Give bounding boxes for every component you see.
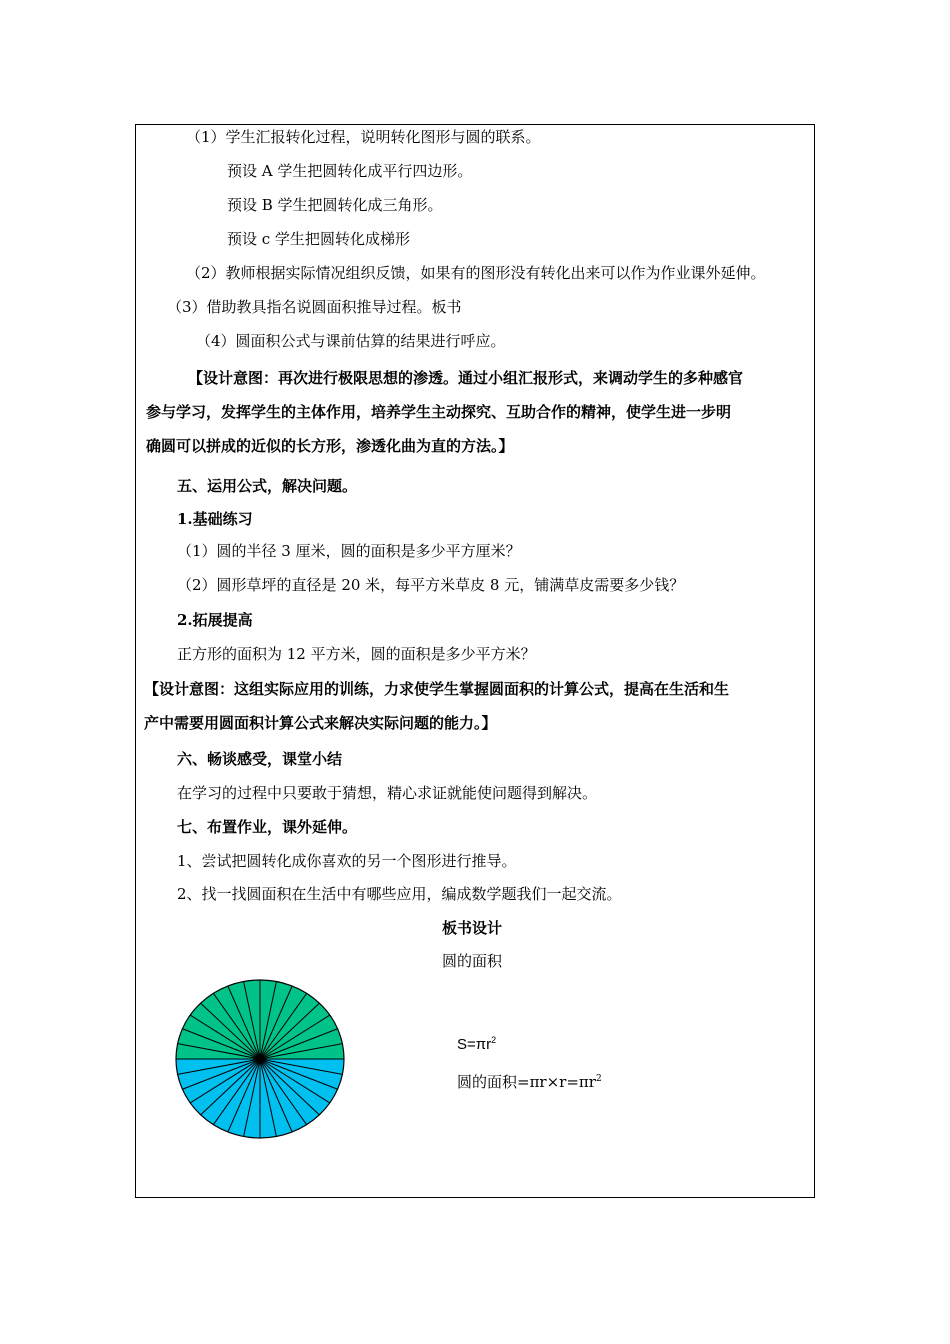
- board-subtitle: 圆的面积: [442, 952, 503, 970]
- question-1: （1）圆的半径 3 厘米，圆的面积是多少平方厘米？: [177, 542, 521, 560]
- design-intent-2-line: 产中需要用圆面积计算公式来解决实际问题的能力。】: [144, 714, 497, 732]
- design-intent-1: [146, 361, 812, 463]
- formula-area: [457, 1035, 496, 1055]
- preset-a: 预设 A 学生把圆转化成平行四边形。: [227, 162, 473, 180]
- step-1: （1）学生汇报转化过程，说明转化图形与圆的联系。: [186, 128, 541, 146]
- formula-area-text: S=πr: [457, 1036, 492, 1053]
- homework-2: 2、找一找圆面积在生活中有哪些应用，编成数学题我们一起交流。: [177, 885, 622, 903]
- section-6-heading: 六、畅谈感受，课堂小结: [177, 750, 343, 768]
- extension-heading: 2.拓展提高: [177, 611, 253, 629]
- homework-1: 1、尝试把圆转化成你喜欢的另一个图形进行推导。: [177, 852, 517, 870]
- section-7-heading: 七、布置作业，课外延伸。: [177, 818, 358, 836]
- superscript-2: 2: [491, 1035, 497, 1045]
- preset-b: 预设 B 学生把圆转化成三角形。: [227, 196, 443, 214]
- question-2: （2）圆形草坪的直径是 20 米，每平方米草皮 8 元，铺满草皮需要多少钱？: [177, 576, 685, 594]
- basic-practice-heading: 1.基础练习: [177, 510, 253, 528]
- formula-derivation-text: 圆的面积=πr×r=πr: [457, 1073, 596, 1091]
- circle-radii: [176, 980, 344, 1138]
- design-intent-1-line: 【设计意图：再次进行极限思想的渗透。通过小组汇报形式，来调动学生的多种感官: [188, 369, 744, 387]
- design-intent-1-line: 确圆可以拼成的近似的长方形，渗透化曲为直的方法。】: [146, 437, 514, 455]
- preset-c: 预设 c 学生把圆转化成梯形: [227, 230, 410, 248]
- superscript-2: 2: [595, 1074, 602, 1084]
- design-intent-2-line: 【设计意图：这组实际应用的训练，力求使学生掌握圆面积的计算公式，提高在生活和生: [144, 680, 730, 698]
- formula-derivation: [457, 1072, 602, 1092]
- summary-text: 在学习的过程中只要敢于猜想，精心求证就能使问题得到解决。: [177, 784, 598, 802]
- board-design-title: 板书设计: [442, 919, 503, 937]
- step-2: （2）教师根据实际情况组织反馈，如果有的图形没有转化出来可以作为作业课外延伸。: [186, 264, 766, 282]
- design-intent-2: [144, 672, 810, 740]
- section-5-heading: 五、运用公式，解决问题。: [177, 477, 358, 495]
- question-3: 正方形的面积为 12 平方米，圆的面积是多少平方米？: [177, 645, 536, 663]
- step-3: （3）借助教具指名说圆面积推导过程。板书: [167, 298, 462, 316]
- design-intent-1-line: 参与学习，发挥学生的主体作用，培养学生主动探究、互助合作的精神，使学生进一步明: [146, 403, 732, 421]
- circle-sectors-diagram: [170, 976, 350, 1142]
- step-4: （4）圆面积公式与课前估算的结果进行呼应。: [196, 332, 506, 350]
